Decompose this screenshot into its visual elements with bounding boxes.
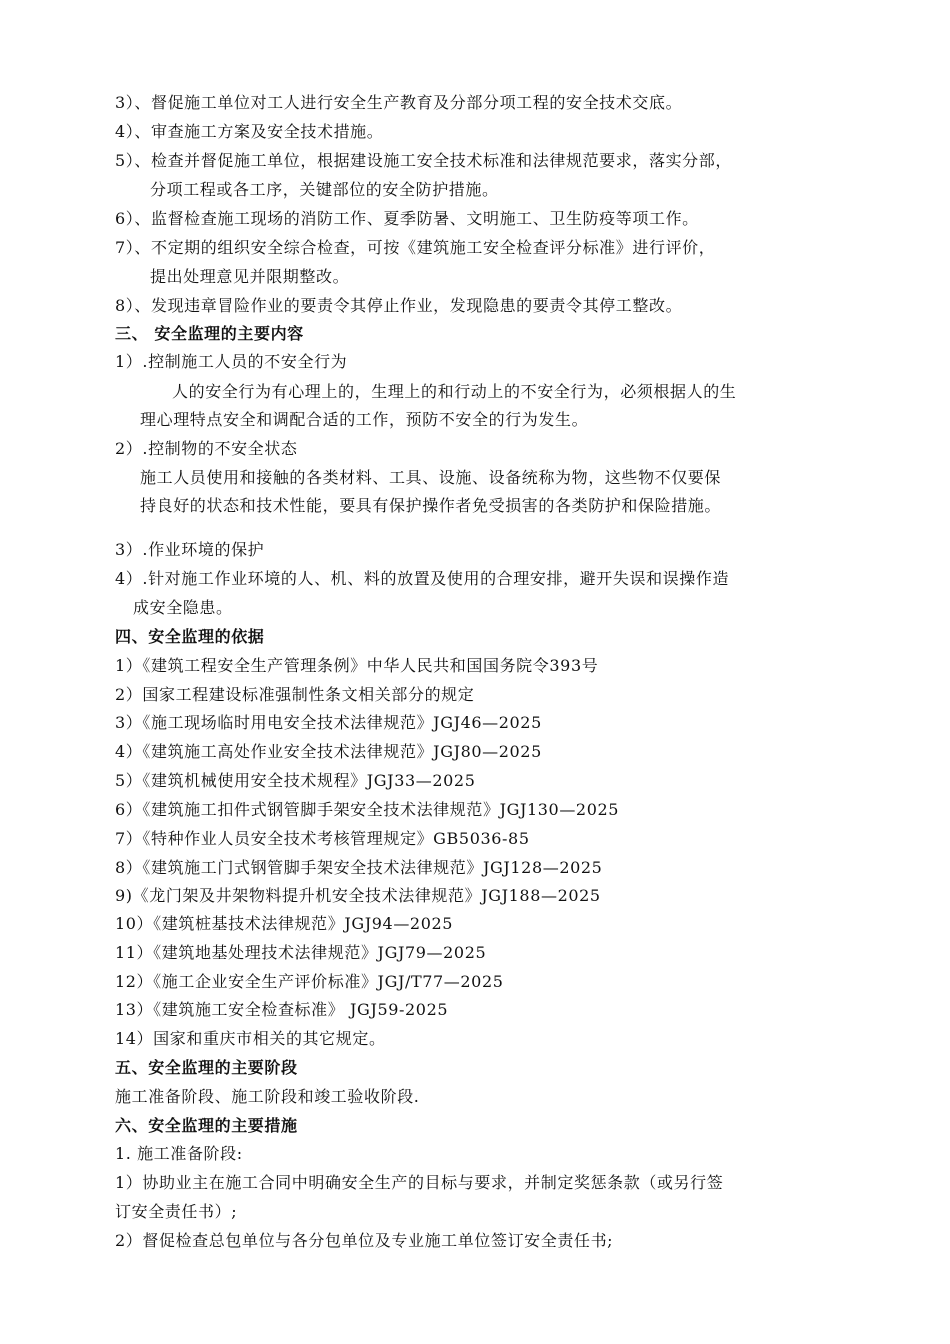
- reference-item: 11）《建筑地基处理技术法律规范》JGJ79—2025: [115, 943, 487, 962]
- subheading: 4）.针对施工作业环境的人、机、料的放置及使用的合理安排，避开失误和误操作造: [115, 569, 730, 588]
- subheading: 1. 施工准备阶段:: [115, 1144, 243, 1163]
- item-line-continued: 订安全责任书）;: [115, 1202, 238, 1221]
- reference-item: 12）《施工企业安全生产评价标准》JGJ/T77—2025: [115, 972, 504, 991]
- item-line-continued: 提出处理意见并限期整改。: [150, 267, 350, 286]
- section-heading: 三、 安全监理的主要内容: [115, 324, 304, 343]
- item-line: 7）、不定期的组织安全综合检查，可按《建筑施工安全检查评分标准》进行评价，: [115, 238, 716, 257]
- reference-item: 9)《龙门架及井架物料提升机安全技术法律规范》JGJ188—2025: [115, 886, 601, 905]
- paragraph-line: 成安全隐患。: [133, 598, 233, 617]
- item-line: 5）、检查并督促施工单位，根据建设施工安全技术标准和法律规范要求，落实分部，: [115, 151, 732, 170]
- reference-item: 10）《建筑桩基技术法律规范》JGJ94—2025: [115, 914, 454, 933]
- reference-item: 13）《建筑施工安全检查标准》 JGJ59-2025: [115, 1000, 449, 1019]
- paragraph-line: 施工准备阶段、施工阶段和竣工验收阶段.: [115, 1087, 420, 1106]
- paragraph-line: 理心理特点安全和调配合适的工作，预防不安全的行为发生。: [140, 410, 589, 429]
- reference-item: 14）国家和重庆市相关的其它规定。: [115, 1029, 386, 1048]
- item-line: 4）、审查施工方案及安全技术措施。: [115, 122, 384, 141]
- item-line-continued: 分项工程或各工序，关键部位的安全防护措施。: [150, 180, 499, 199]
- item-line: 3）、督促施工单位对工人进行安全生产教育及分部分项工程的安全技术交底。: [115, 93, 683, 112]
- reference-item: 7）《特种作业人员安全技术考核管理规定》GB5036-85: [115, 829, 530, 848]
- section-heading: 五、安全监理的主要阶段: [115, 1058, 298, 1077]
- subheading: 3）.作业环境的保护: [115, 540, 265, 559]
- item-line: 2）督促检查总包单位与各分包单位及专业施工单位签订安全责任书;: [115, 1231, 614, 1250]
- reference-item: 1）《建筑工程安全生产管理条例》中华人民共和国国务院令393号: [115, 656, 599, 675]
- section-heading: 四、安全监理的依据: [115, 627, 265, 646]
- paragraph-line: 持良好的状态和技术性能，要具有保护操作者免受损害的各类防护和保险措施。: [140, 496, 722, 515]
- section-heading: 六、安全监理的主要措施: [115, 1116, 298, 1135]
- subheading: 2）.控制物的不安全状态: [115, 439, 298, 458]
- reference-item: 2）国家工程建设标准强制性条文相关部分的规定: [115, 685, 475, 704]
- reference-item: 5）《建筑机械使用安全技术规程》JGJ33—2025: [115, 771, 476, 790]
- reference-item: 6）《建筑施工扣件式钢管脚手架安全技术法律规范》JGJ130—2025: [115, 800, 620, 819]
- item-line: 6）、监督检查施工现场的消防工作、夏季防暑、文明施工、卫生防疫等项工作。: [115, 209, 699, 228]
- paragraph-line: 人的安全行为有心理上的，生理上的和行动上的不安全行为，必须根据人的生: [172, 382, 737, 401]
- subheading: 1）.控制施工人员的不安全行为: [115, 352, 348, 371]
- item-line: 1）协助业主在施工合同中明确安全生产的目标与要求，并制定奖惩条款（或另行签: [115, 1173, 724, 1192]
- reference-item: 8）《建筑施工门式钢管脚手架安全技术法律规范》JGJ128—2025: [115, 858, 603, 877]
- paragraph-line: 施工人员使用和接触的各类材料、工具、设施、设备统称为物，这些物不仅要保: [140, 468, 722, 487]
- reference-item: 3）《施工现场临时用电安全技术法律规范》JGJ46—2025: [115, 713, 542, 732]
- reference-item: 4）《建筑施工高处作业安全技术法律规范》JGJ80—2025: [115, 742, 542, 761]
- item-line: 8）、发现违章冒险作业的要责令其停止作业，发现隐患的要责令其停工整改。: [115, 296, 683, 315]
